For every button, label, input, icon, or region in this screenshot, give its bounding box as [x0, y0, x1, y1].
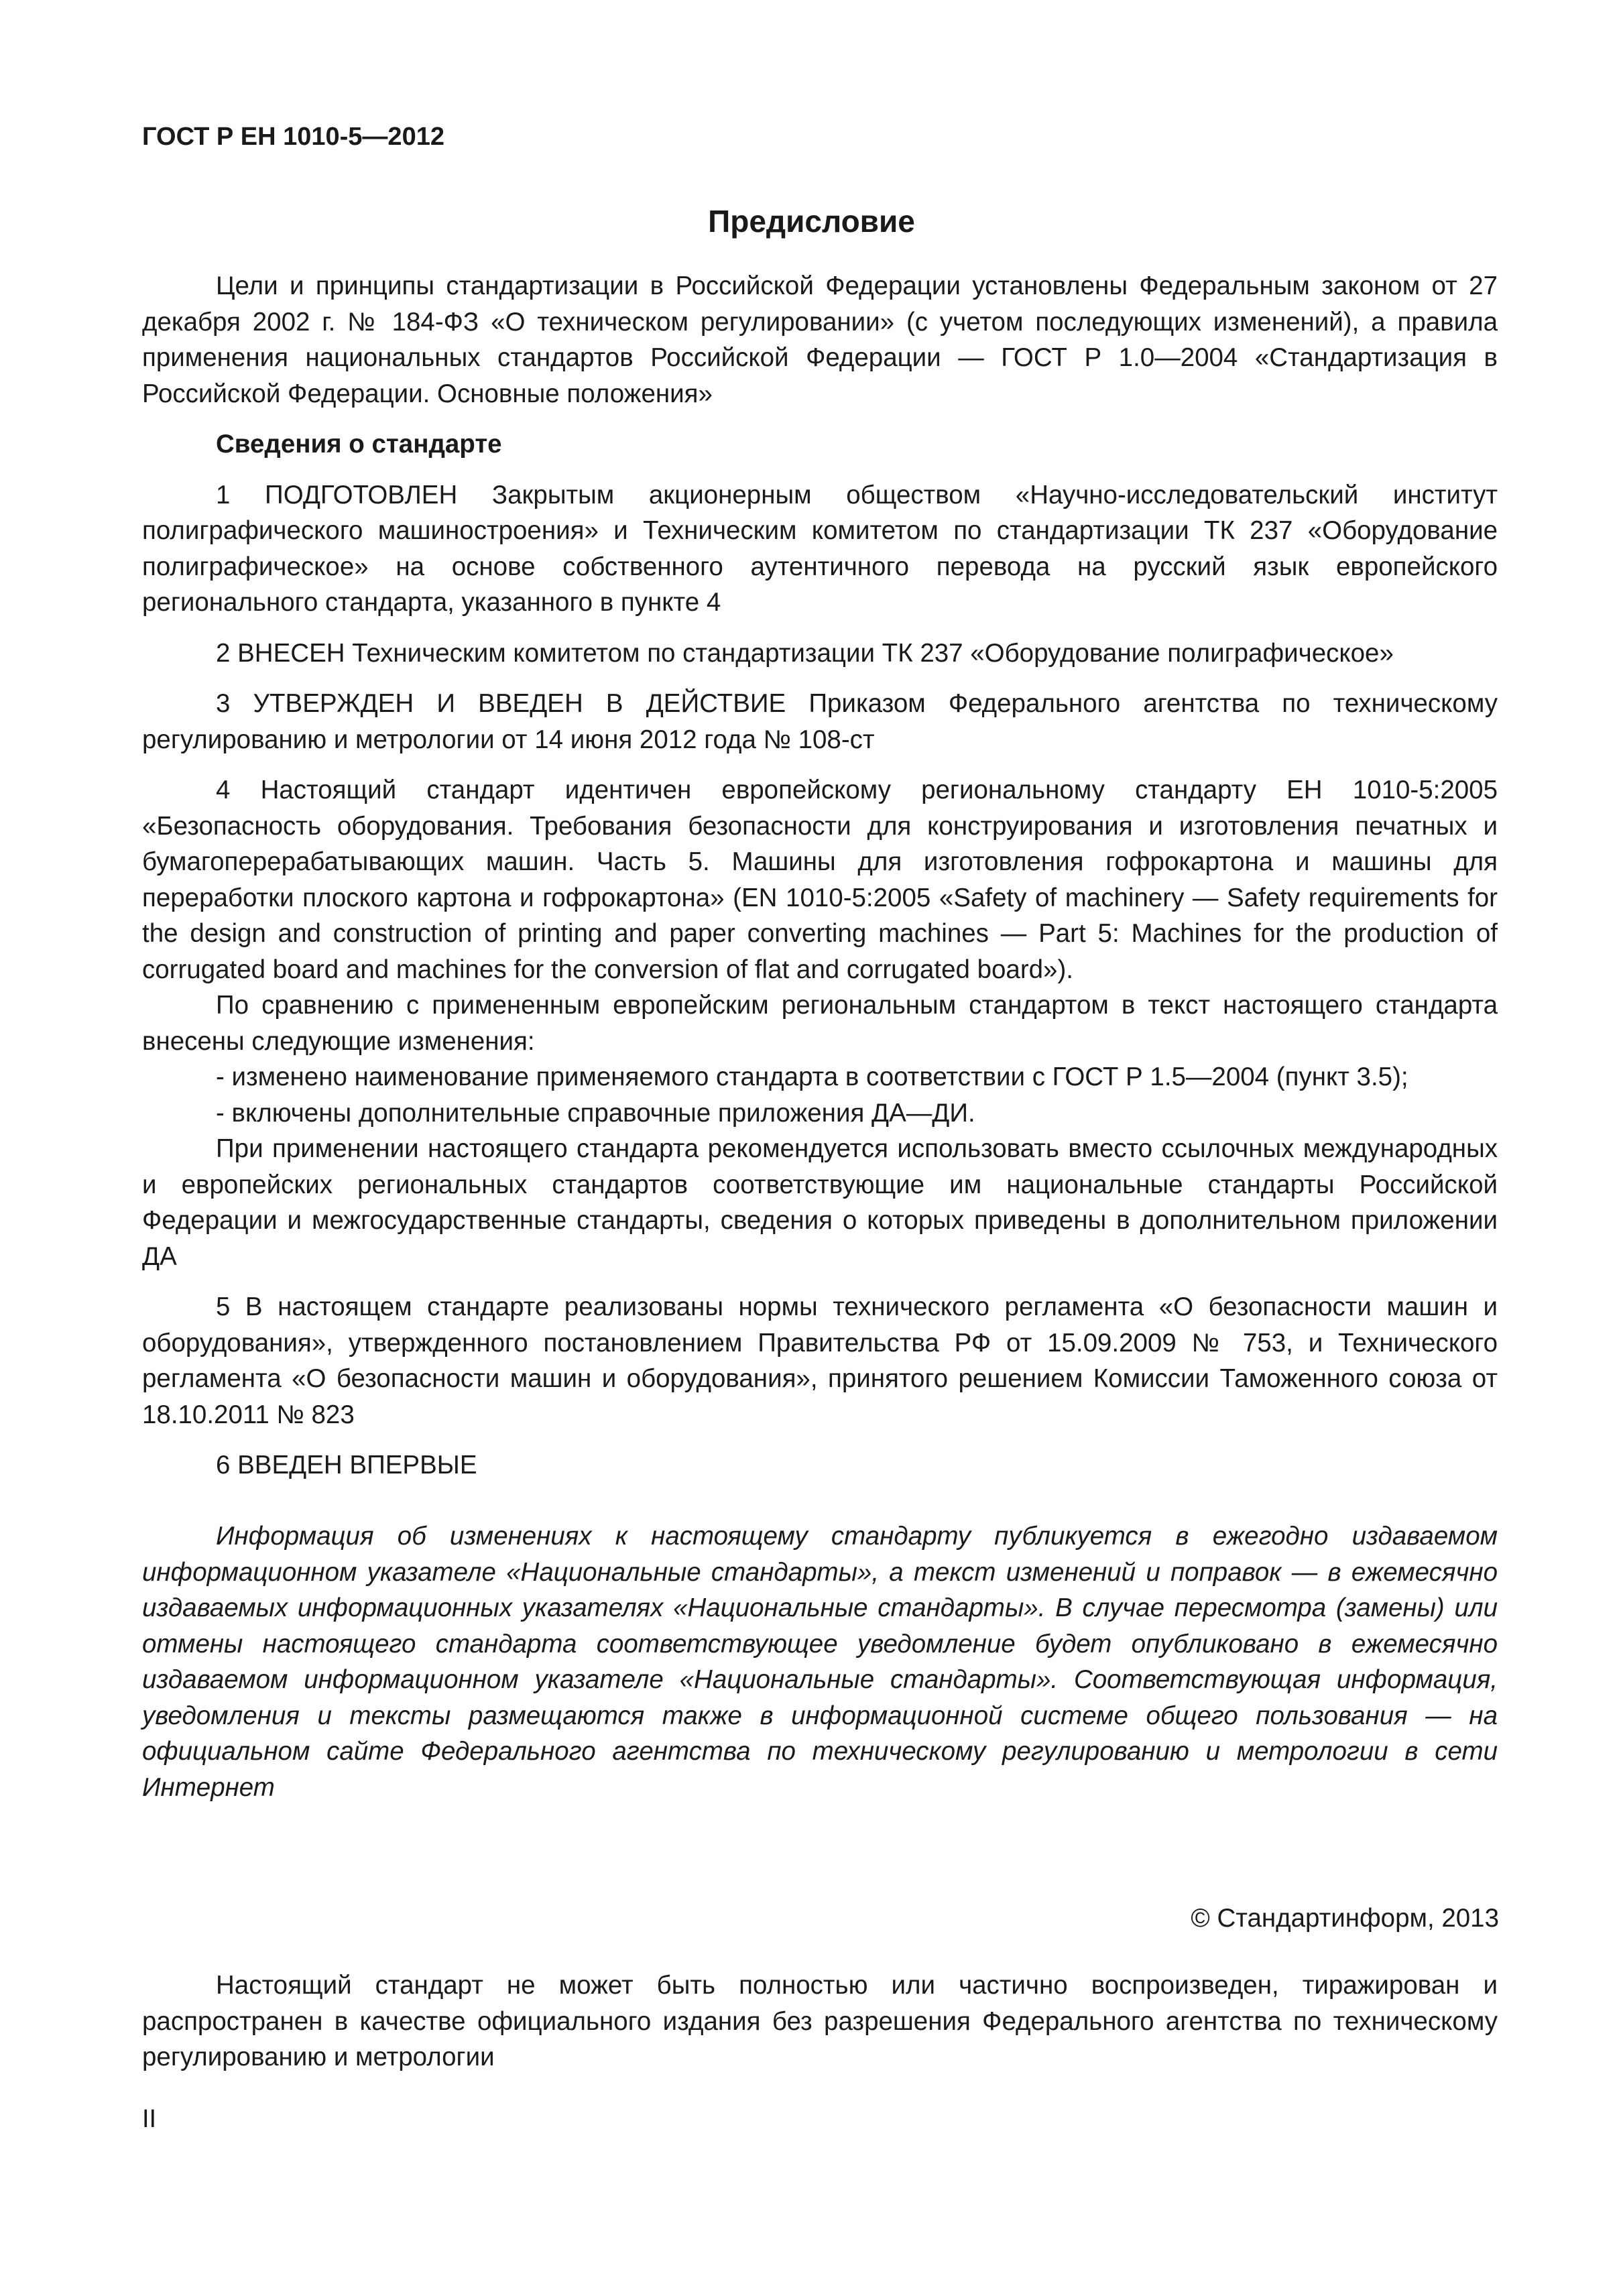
item-6: 6 ВВЕДЕН ВПЕРВЫЕ: [216, 1451, 477, 1479]
item-2: 2 ВНЕСЕН Техническим комитетом по стандартизации ТК 237 «Оборудование полиграфическое»: [216, 638, 1394, 668]
item-4-references: При применении настоящего стандарта рекомендуется использовать вместо ссылочных международных и европейских региональных стандартов соответствующие им национальные стандарты Российской Федерации и межгосударственные стандарты, сведения о которых приведены в дополнительном приложении ДА: [142, 1134, 1498, 1271]
item-4-change-2: - включены дополнительные справочные приложения ДА—ДИ.: [216, 1098, 975, 1128]
item-4: 4 Настоящий стандарт идентичен европейскому региональному стандарту ЕН 1010-5:2005 «Безопасность оборудования. Требования безопасности для конструирования и изготовления печатных и бумагоперерабатывающих машин. Часть 5. Машины для изготовления гофрокартона и машины для переработки плоского картона и гофрокартона» (EN 1010-5:2005 «Safety of machinery — Safety requirements for the design and construction of printing and paper converting machines — Part 5: Machines for the production of corrugated board and machines for the conversion of flat and corrugated board»).: [142, 776, 1498, 984]
item-4-changes-intro: По сравнению с примененным европейским региональным стандартом в текст настоящего стандарта внесены следующие изменения:: [142, 991, 1498, 1056]
copyright: © Стандартинформ, 2013: [1191, 1904, 1499, 1933]
reproduction-notice-block: [142, 1968, 1498, 2075]
item-1: 1 ПОДГОТОВЛЕН Закрытым акционерным обществом «Научно-исследовательский институт полиграфического машиностроения» и Техническим комитетом по стандартизации ТК 237 «Оборудование полиграфическое» на основе собственного аутентичного перевода на русский язык европейского регионального стандарта, указанного в пункте 4: [142, 480, 1498, 617]
foreword-body: [142, 268, 1498, 1484]
item-4-change-1: - изменено наименование применяемого стандарта в соответствии с ГОСТ Р 1.5—2004 (пункт 3.5);: [216, 1063, 1408, 1091]
section-heading: Сведения о стандарте: [216, 430, 502, 459]
info-notice-block: [142, 1518, 1498, 1805]
item-5: 5 В настоящем стандарте реализованы нормы технического регламента «О безопасности машин и оборудования», утвержденного постановлением Правительства РФ от 15.09.2009 № 753, и Технического регламента «О безопасности машин и оборудования», принятого решением Комиссии Таможенного союза от 18.10.2011 № 823: [142, 1292, 1498, 1429]
page-title: Предисловие: [708, 204, 915, 239]
reproduction-notice: Настоящий стандарт не может быть полностью или частично воспроизведен, тиражирован и распространен в качестве официального издания без разрешения Федерального агентства по техническому регулированию и метрологии: [142, 1971, 1498, 2071]
info-notice: Информация об изменениях к настоящему стандарту публикуется в ежегодно издаваемом информационном указателе «Национальные стандарты», а текст изменений и поправок — в ежемесячно издаваемых информационных указателях «Национальные стандарты». В случае пересмотра (замены) или отмены настоящего стандарта соответствующее уведомление будет опубликовано в ежемесячно издаваемом информационном указателе «Национальные стандарты». Соответствующая информация, уведомления и тексты размещаются также в информационной системе общего пользования — на официальном сайте Федерального агентства по техническому регулированию и метрологии в сети Интернет: [142, 1522, 1498, 1802]
item-3: 3 УТВЕРЖДЕН И ВВЕДЕН В ДЕЙСТВИЕ Приказом Федерального агентства по техническому регулированию и метрологии от 14 июня 2012 года № 108-ст: [142, 689, 1498, 754]
page-number: II: [142, 2105, 157, 2133]
intro-paragraph: Цели и принципы стандартизации в Российской Федерации установлены Федеральным законом от 27 декабря 2002 г. № 184-ФЗ «О техническом регулировании» (с учетом последующих изменений), а правила применения национальных стандартов Российской Федерации — ГОСТ Р 1.0—2004 «Стандартизация в Российской Федерации. Основные положения»: [142, 271, 1498, 408]
document-code: ГОСТ Р ЕН 1010-5—2012: [142, 123, 444, 151]
